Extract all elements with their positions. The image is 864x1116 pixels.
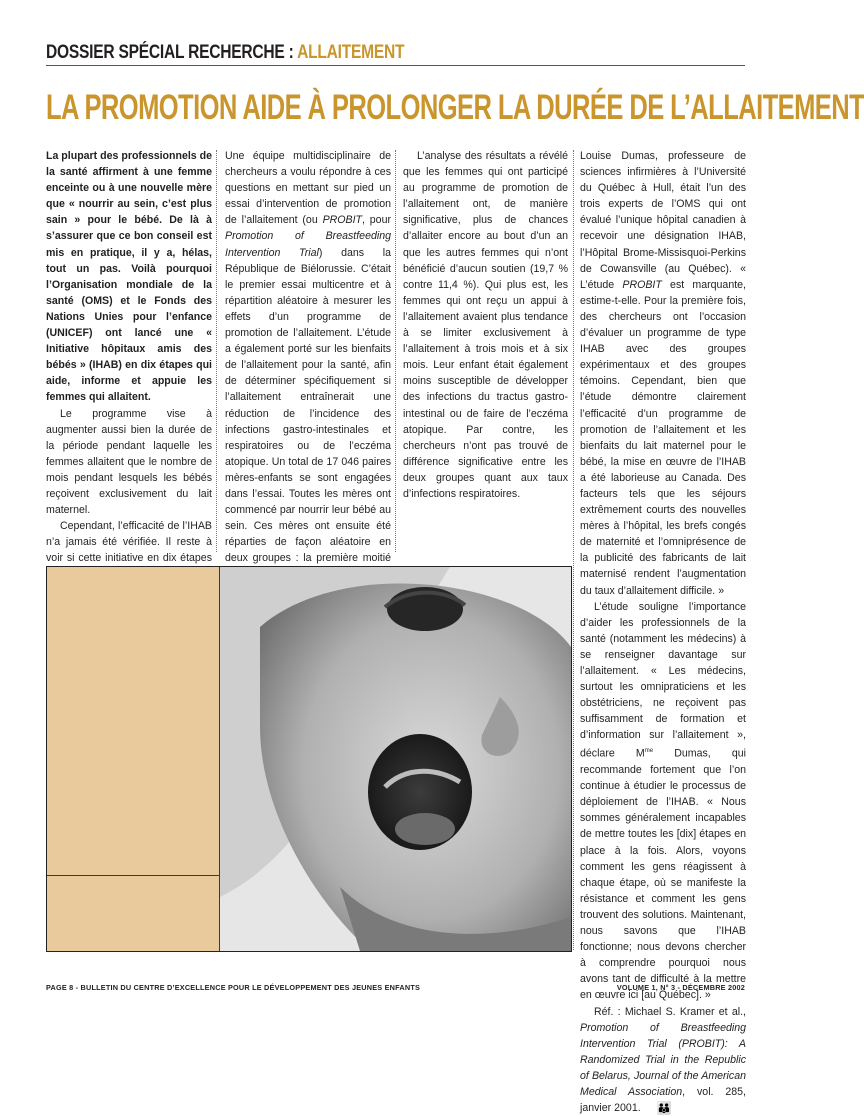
footer-left: PAGE 8 - BULLETIN DU CENTRE D’EXCELLENCE POUR LE DÉVELOPPEMENT DES JEUNES ENFANTS xyxy=(46,983,420,992)
column-divider xyxy=(573,150,574,950)
paragraph-efficacy: Cependant, l’efficacité de l’IHAB n’a jamais été vérifiée. Il reste à voir si cette initiative en dix étapes xyxy=(46,518,212,743)
column-2 xyxy=(225,148,391,556)
footer-right: VOLUME 1, N° 3 - DÉCEMBRE 2002 xyxy=(617,983,745,992)
baby-photo xyxy=(220,567,571,951)
article-headline: LA PROMOTION AIDE À PROLONGER LA DURÉE DE L’ALLAITEMENT xyxy=(46,88,864,128)
mother-child-icon: 👪 xyxy=(643,1100,672,1116)
column-4 xyxy=(580,148,746,1116)
tan-panel xyxy=(47,567,219,951)
kicker-divider xyxy=(46,65,745,66)
column-divider xyxy=(395,150,396,552)
paragraph-program: Le programme vise à augmenter aussi bien la durée de la période pendant laquelle les femmes allaitent que le nombre de mois pendant lesquels les bébés reçoivent exclusivement du lait maternel. xyxy=(46,406,212,519)
paragraph-importance: L’étude souligne l’importance d’aider les professionnels de la santé (notamment les médecins) à se renseigner davantage sur l’allaitement. « Les médecins, surtout les omnipraticiens et les obstétriciens, ne reçoivent pas suffisamment de formation et d’information sur l’allaitement », déclare $M^{me}$ Dumas, qui recommande fortement que l’on continue à étudier le processus de déploiement de l’IHAB. « Nous sommes généralement incapables de mettre toutes les [dix] étapes en place à la fois. Alors, voyons comment les gens réagissent à chaque étape, où se manifeste la résistance et comment les gens trouvent des solutions. Maintenant, nous savons que l’IHAB fonctionne; nous devons chercher à comprendre pourquoi nous avons tant de difficulté à la mettre en œuvre ici [au Québec]. » xyxy=(580,599,746,1004)
section-kicker xyxy=(46,42,404,64)
article-lead: La plupart des professionnels de la santé affirment à une femme enceinte ou à une nouvelle mère que « nourrir au sein, c’est plus sain » pour le bébé. De là à s’assurer que ce bon conseil est mis en pratique, il y a, hélas, tout un pas. Voilà pourquoi l’Organisation mondiale de la santé (OMS) et le Fonds des Nations Unies pour l’enfance (UNICEF) ont lancé une « Initiative hôpitaux amis des bébés » (IHAB) en dix étapes qui aide, informe et appuie les femmes qui allaitent. xyxy=(46,148,212,406)
paragraph-study: Une équipe multidisciplinaire de chercheurs a voulu répondre à ces questions en mettant sur pied un essai d’intervention de promotion de l’allaitement (ou PROBIT, pour Promotion of Breastfeeding Intervention Trial) dans la République de Biélorussie. C’était le premier essai multicentre et à répartition aléatoire à mesurer les effets d’un programme de promotion de l’allaitement. L’étude a également porté sur les bienfaits de l’allaitement pour la santé, afin de déterminer spécifiquement si l’allaitement entraînerait une réduction de l’incidence des infections gastro-intestinales et respiratoires ou de l’eczéma atopique. Un total de 17 046 paires mères-enfants se sont engagées dans l’essai. Toutes les mères ont commencé par nourrir leur bébé au sein. Ces mères ont ensuite été réparties de façon aléatoire en deux groupes : la première moitié xyxy=(225,148,391,631)
panel-rule xyxy=(47,875,219,876)
kicker-accent: ALLAITEMENT xyxy=(297,42,404,63)
column-divider xyxy=(216,150,217,552)
column-3 xyxy=(403,148,568,556)
kicker-main: DOSSIER SPÉCIAL RECHERCHE : xyxy=(46,42,294,63)
reference: Réf. : Michael S. Kramer et al., Promotion of Breastfeeding Intervention Trial (PROBIT): A Randomized Trial in the Republic of Belarus, Journal of the American Medical Association, vol. 285, janvier 2001. 👪 xyxy=(580,1004,746,1116)
photo-block xyxy=(46,566,572,952)
paragraph-results: L’analyse des résultats a révélé que les femmes qui ont participé au programme de promotion de l’allaitement ont, de manière significative, plus de chances d’allaiter encore au bout d’un an que les autres femmes qui n’ont bénéficié d’aucun soutien (19,7 % contre 11,4 %). Qui plus est, les femmes qui ont reçu un appui à l’allaitement avaient plus tendance à se limiter exclusivement à l’allaitement à trois mois et à six mois. Leur enfant était également moins susceptible de développer des infections du tractus gastro-intestinal ou de faire de l’eczéma atopique. Par contre, les chercheurs n’ont pas trouvé de différence significative entre les deux groupes quant aux taux d’infections respiratoires. xyxy=(403,148,568,502)
paragraph-dumas: Louise Dumas, professeure de sciences infirmières à l’Université du Québec à Hull, était l’un des trois experts de l’OMS qui ont évalué l’unique hôpital canadien à recevoir une désignation IHAB, l’Hôpital Brome-Missisquoi-Perkins de Cowansville (au Québec). « L’étude PROBIT est marquante, estime-t-elle. Pour la première fois, des chercheurs ont l’occasion d’évaluer un programme de type IHAB avec des groupes expérimentaux et des groupes témoins. Cependant, bien que l’étude démontre clairement l’efficacité d’un programme de promotion de l’allaitement et les bienfaits du lait maternel pour le bébé, la mise en œuvre de l’IHAB a été laborieuse au Canada. Des facteurs tels que les séjours extrêmement courts des nouvelles mères à l’hôpital, les brefs congés de maternité et l’omniprésence de la publicité des fabricants de lait maternisé rendent l’augmentation du taux d’allaitement difficile. » xyxy=(580,148,746,599)
